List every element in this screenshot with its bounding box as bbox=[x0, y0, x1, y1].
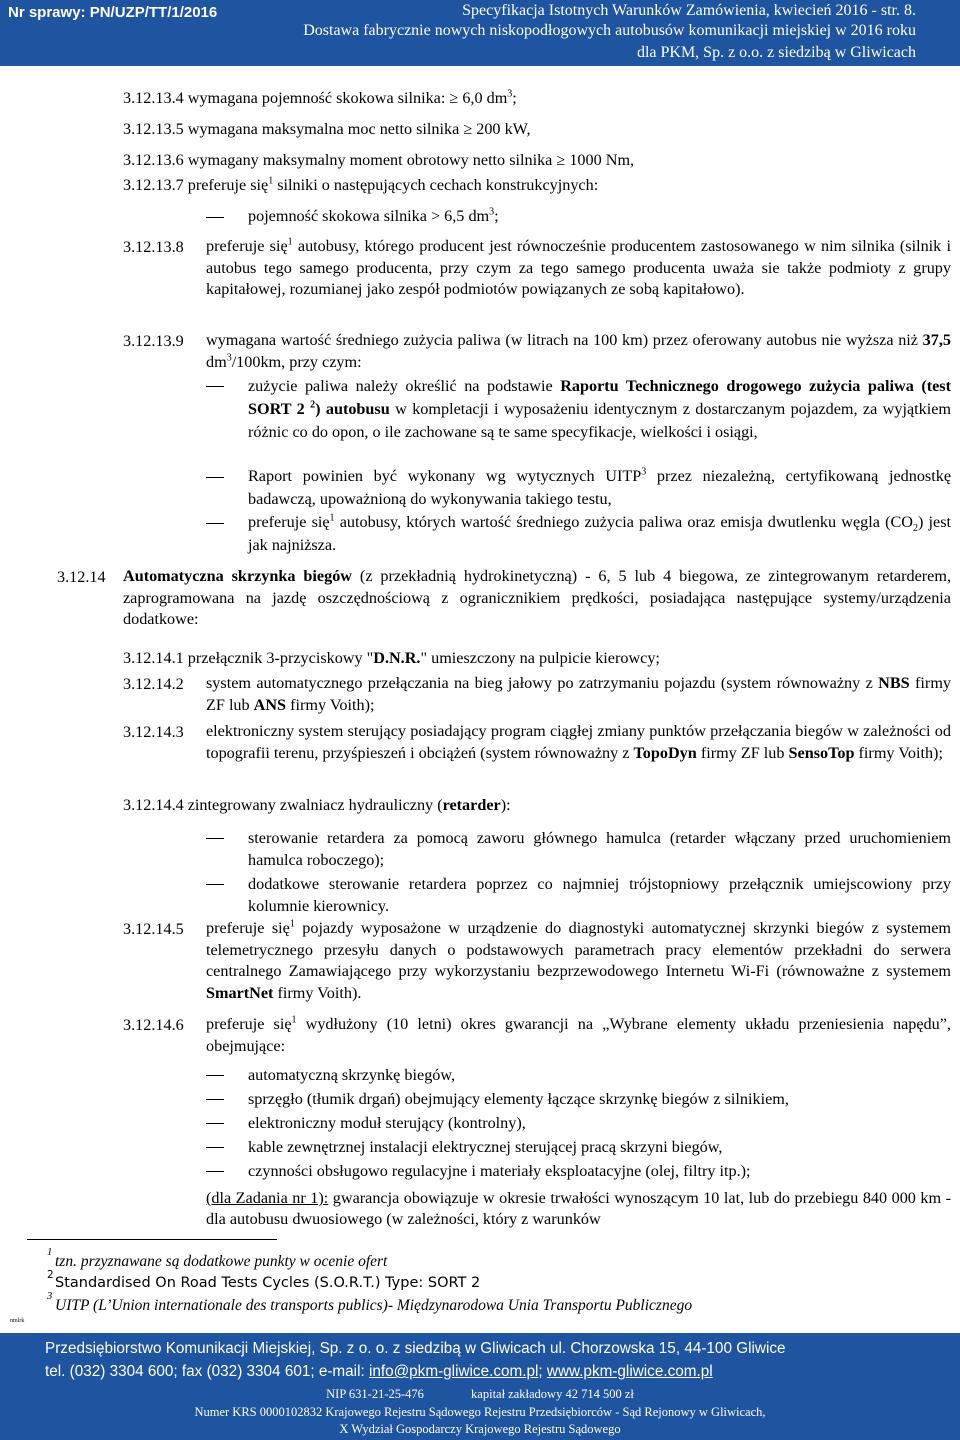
footnote-ref: 1 bbox=[329, 512, 335, 524]
footnote-1 bbox=[47, 1247, 388, 1271]
company-address: Przedsiębiorstwo Komunikacji Miejskiej, Sp. z o. o. z siedzibą w Gliwicach ul. Chorzowska 15, 44-100 Gliwice bbox=[45, 1340, 786, 1357]
footnote-text: tzn. przyznawane są dodatkowe punkty w ocenie ofert bbox=[55, 1253, 388, 1270]
section-3-12-13-7 bbox=[123, 175, 598, 195]
list-item: dodatkowe sterowanie retardera poprzez co najmniej trójstopniowy przełącznik umiejscowiony przy kolumnie kierownicy. bbox=[248, 875, 951, 915]
punctuation: ; bbox=[512, 89, 517, 107]
section-number: 3.12.14.3 bbox=[123, 723, 184, 741]
section-text: preferuje się bbox=[206, 1015, 292, 1033]
section-text: firmy Voith); bbox=[286, 695, 375, 714]
dash-bullet bbox=[206, 1099, 224, 1100]
footnote-ref: 1 bbox=[268, 175, 274, 187]
list-item bbox=[248, 206, 499, 226]
section-3-12-14-1 bbox=[123, 648, 660, 668]
section-text: wymagana pojemność skokowa silnika: ≥ 6,0 dm bbox=[187, 89, 508, 107]
bold-text: Automatyczna skrzynka biegów bbox=[123, 567, 352, 585]
section-text: przełącznik 3-przyciskowy " bbox=[187, 649, 374, 667]
section-text: /100km, przy czym: bbox=[231, 352, 362, 371]
section-3-12-13-5 bbox=[123, 119, 531, 139]
footnote-divider bbox=[27, 1239, 277, 1240]
list-item-text: Raport powinien być wykonany wg wytycznych UITP bbox=[248, 467, 642, 485]
footnote-ref: 1 bbox=[287, 236, 293, 248]
dash-bullet bbox=[206, 217, 224, 218]
section-text: firmy ZF lub bbox=[206, 674, 952, 714]
section-3-12-14-6 bbox=[206, 1014, 951, 1057]
section-text: (z przekładnią hydrokinetyczną) - 6, 5 lub 4 biegowa, ze zintegrowanym retarderem, zaprogramowana na jazdę oszczędnościową z ogranicznikiem prędkości, posiadająca następujące systemy/urządzenia dodatkowe: bbox=[123, 567, 951, 628]
footnote-number: 1 bbox=[47, 1247, 53, 1258]
share-capital: kapitał zakładowy 42 714 500 zł bbox=[471, 1387, 634, 1401]
list-item: automatyczną skrzynkę biegów, bbox=[248, 1066, 456, 1084]
section-3-12-13-8 bbox=[206, 236, 951, 301]
case-number: Nr sprawy: PN/UZP/TT/1/2016 bbox=[8, 4, 218, 21]
bold-text: retarder bbox=[442, 796, 501, 814]
list-item: sterowanie retardera za pomocą zaworu głównego hamulca (retarder włączany przed uruchomieniem hamulca roboczego); bbox=[248, 829, 951, 869]
section-text: preferuje się bbox=[187, 176, 269, 194]
footnote-ref: 1 bbox=[291, 1014, 297, 1026]
section-number: 3.12.13.9 bbox=[123, 332, 184, 350]
section-number: 3.12.14.6 bbox=[123, 1016, 184, 1034]
section-number: 3.12.14.1 bbox=[123, 649, 184, 667]
superscript: 3 bbox=[489, 206, 495, 218]
section-text: zintegrowany zwalniacz hydrauliczny ( bbox=[187, 796, 443, 814]
dash-bullet bbox=[206, 884, 224, 885]
dash-bullet bbox=[206, 838, 224, 839]
footnote-ref: 2 bbox=[310, 399, 316, 411]
bold-text: SmartNet bbox=[206, 983, 274, 1002]
footnote-text: Standardised On Road Tests Cycles (S.O.R.T.) Type: SORT 2 bbox=[55, 1275, 481, 1291]
section-3-12-13-9 bbox=[206, 330, 951, 373]
bold-text: Raportu Technicznego drogowego zużycia paliwa (test SORT 2 bbox=[248, 377, 951, 418]
list-item bbox=[248, 511, 951, 557]
bold-text: D.N.R. bbox=[373, 649, 421, 667]
subscript: 2 bbox=[912, 523, 918, 535]
section-text: system automatycznego przełączania na bieg jałowy po zatrzymaniu pojazdu (system równoważny z bbox=[206, 674, 879, 692]
section-3-12-13-6 bbox=[123, 150, 634, 170]
section-text: ): bbox=[500, 796, 511, 814]
section-text: preferuje się bbox=[206, 919, 290, 937]
list-item-text: autobusy, których wartość średniego zużycia paliwa oraz emisja dwutlenku węgla (CO bbox=[334, 513, 913, 531]
footnote-2 bbox=[47, 1269, 481, 1291]
dash-bullet bbox=[206, 386, 224, 387]
section-text: firmy Voith). bbox=[273, 983, 362, 1002]
section-3-12-14-5 bbox=[206, 918, 951, 1004]
section-text: firmy ZF lub bbox=[696, 743, 789, 762]
section-text: gwarancja obowiązuje w okresie trwałości wynoszącym 10 lat, lub do przebiegu 840 000 km - dla autobusu dwuosiowego (w zależności, który z warunków bbox=[206, 1189, 951, 1228]
section-3-12-14-2 bbox=[206, 673, 951, 716]
section-text: " umieszczony na pulpicie kierowcy; bbox=[420, 649, 660, 667]
section-text: autobusy, którego producent jest równocześnie producentem zastosowanego w nim silnika (silnik i autobus tego samego producenta, przy czym za tego samego producenta uważa sie także podmioty z grupy kapitałowej, rozumianej jako zespół podmiotów powiązanych ze sobą kapitałowo). bbox=[206, 237, 951, 298]
section-3-12-14-4 bbox=[123, 795, 511, 815]
section-text: elektroniczny system sterujący posiadający program ciągłej zmiany punktów przełączania biegów w zależności od topografii terenu, przyśpieszeń i obciążeń (system równoważny z bbox=[206, 722, 951, 762]
section-text: wymagana maksymalna moc netto silnika ≥ 200 kW, bbox=[187, 120, 531, 138]
section-number: 3.12.13.6 bbox=[123, 151, 184, 169]
section-number: 3.12.13.8 bbox=[123, 238, 184, 256]
section-number: 3.12.14 bbox=[57, 568, 106, 586]
list-item bbox=[248, 375, 951, 444]
list-item: kable zewnętrznej instalacji elektrycznej sterującej pracą skrzyni biegów, bbox=[248, 1138, 723, 1156]
section-text: wymagany maksymalny moment obrotowy netto silnika ≥ 1000 Nm, bbox=[187, 151, 635, 169]
superscript: 3 bbox=[226, 352, 232, 364]
section-text: wydłużony (10 letni) okres gwarancji na „Wybrane elementy układu przeniesienia napędu”, obejmujące: bbox=[206, 1015, 951, 1055]
dash-bullet bbox=[206, 1171, 224, 1172]
krs-number: Numer KRS 0000102832 Krajowego Rejestru Sądowego Rejestru Przedsiębiorców - Sąd Rejonowy w Gliwicach, bbox=[194, 1405, 766, 1419]
bold-text: TopoDyn bbox=[633, 743, 697, 762]
dash-bullet bbox=[206, 1123, 224, 1124]
list-item-text: zużycie paliwa należy określić na podstawie bbox=[248, 377, 561, 395]
nip-number: NIP 631-21-25-476 bbox=[326, 1387, 424, 1401]
website-link[interactable]: www.pkm-gliwice.com.pl bbox=[546, 1363, 713, 1380]
dash-bullet bbox=[206, 1075, 224, 1076]
bold-text: 37,5 bbox=[922, 331, 951, 349]
bold-text: SensoTop bbox=[788, 743, 855, 762]
section-text: firmy Voith); bbox=[854, 743, 943, 762]
page-header bbox=[0, 0, 960, 66]
dash-bullet bbox=[206, 1147, 224, 1148]
list-item: sprzęgło (tłumik drgań) obejmujący elementy łączące skrzynkę biegów z silnikiem, bbox=[248, 1090, 789, 1108]
footnote-number: 2 bbox=[47, 1269, 54, 1281]
section-number: 3.12.14.4 bbox=[123, 796, 184, 814]
header-subject: Dostawa fabrycznie nowych niskopodłogowych autobusów komunikacji miejskiej w 2016 roku bbox=[303, 22, 916, 39]
dash-bullet bbox=[206, 477, 224, 478]
section-3-12-13-4 bbox=[123, 88, 517, 108]
bold-text: NBS bbox=[878, 674, 910, 692]
bold-text: ) autobusu bbox=[315, 400, 390, 418]
footnote-number: 3 bbox=[47, 1291, 53, 1302]
section-text: wymagana wartość średniego zużycia paliwa (w litrach na 100 km) przez oferowany autobus nie wyższa niż bbox=[206, 331, 923, 349]
section-3-12-14-3 bbox=[206, 721, 951, 764]
section-text: dm bbox=[206, 352, 227, 371]
warranty-paragraph bbox=[206, 1188, 951, 1230]
footnote-ref: 1 bbox=[289, 918, 295, 930]
section-text: silniki o następujących cechach konstrukcyjnych: bbox=[273, 176, 599, 194]
section-number: 3.12.13.4 bbox=[123, 89, 184, 107]
footnote-3 bbox=[47, 1291, 693, 1315]
punctuation: ; bbox=[494, 207, 499, 225]
phone-fax: tel. (032) 3304 600; fax (032) 3304 601; e-mail: bbox=[45, 1363, 369, 1380]
list-item-text: przez niezależną, certyfikowaną jednostkę badawczą, upoważnioną do wykonywania takiego testu, bbox=[248, 467, 951, 508]
list-item-text: w kompletacji i wyposażeniu identycznym z dostarczanym pojazdem, za wyjątkiem różnic co do opon, o ile zachowane są te same specyfikacje, wielkości i osiągi, bbox=[248, 400, 952, 441]
section-text: pojazdy wyposażone w urządzenie do diagnostyki automatycznej skrzynki biegów z systemem telemetrycznego przesyłu danych o podstawowych parametrach pracy elementów przekładni do serwera centralnego Zamawiającego przy wykorzystaniu bezprzewodowego Internetu Wi-Fi (równoważne z systemem bbox=[206, 919, 951, 980]
dash-bullet bbox=[206, 523, 224, 524]
section-3-12-14 bbox=[123, 566, 951, 631]
list-item-text: pojemność skokowa silnika > 6,5 dm bbox=[248, 207, 490, 225]
list-item-text: preferuje się bbox=[248, 513, 330, 531]
section-number: 3.12.13.5 bbox=[123, 120, 184, 138]
margin-mark: nmlrk bbox=[10, 1318, 25, 1324]
section-number: 3.12.13.7 bbox=[123, 176, 184, 194]
section-text: preferuje się bbox=[206, 237, 288, 255]
registration-line bbox=[0, 1387, 960, 1402]
list-item: elektroniczny moduł sterujący (kontrolny), bbox=[248, 1114, 526, 1132]
section-number: 3.12.14.5 bbox=[123, 920, 184, 938]
section-number: 3.12.14.2 bbox=[123, 675, 184, 693]
bold-text: ANS bbox=[253, 695, 287, 714]
contact-line bbox=[45, 1363, 713, 1381]
header-title: Specyfikacja Istotnych Warunków Zamówienia, kwiecień 2016 - str. 8. bbox=[462, 2, 916, 19]
footnote-text: UITP (L’Union internationale des transports publics)- Międzynarodowa Unia Transportu Publicznego bbox=[55, 1297, 693, 1314]
superscript: 3 bbox=[507, 88, 513, 100]
court-department: X Wydział Gospodarczy Krajowego Rejestru Sądowego bbox=[339, 1422, 621, 1436]
list-item-text: ) jest jak najniższa. bbox=[248, 513, 951, 554]
underlined-text: (dla Zadania nr 1): bbox=[206, 1189, 329, 1207]
footnote-ref: 3 bbox=[641, 466, 647, 478]
list-item: czynności obsługowo regulacyjne i materiały eksploatacyjne (olej, filtry itp.); bbox=[248, 1162, 751, 1180]
separator: ; bbox=[538, 1363, 547, 1380]
email-link[interactable]: info@pkm-gliwice.com.pl bbox=[368, 1363, 539, 1380]
header-company: dla PKM, Sp. z o.o. z siedzibą w Gliwicach bbox=[636, 44, 916, 61]
list-item bbox=[248, 465, 951, 511]
page-footer bbox=[0, 1333, 960, 1440]
